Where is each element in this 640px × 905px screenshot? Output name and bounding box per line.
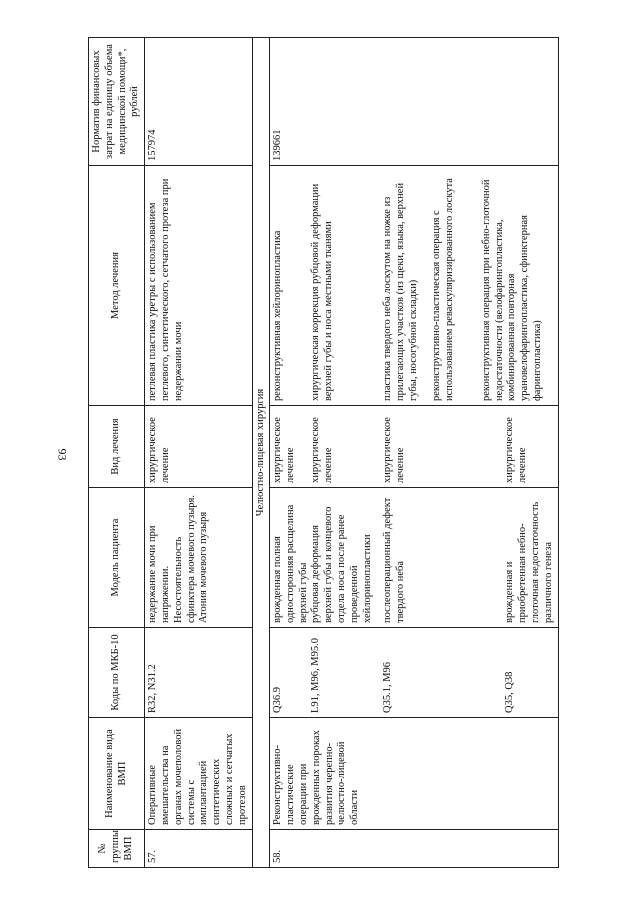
header-icd-codes: Коды по МКБ-10 — [89, 628, 145, 718]
row57-name: Оперативные вмешательства на органах мочеполовой системы с имплантацией синтетических сложных и сетчатых протезов — [145, 718, 252, 830]
table-header-row — [89, 38, 145, 868]
row58-method-cell — [270, 166, 558, 406]
section-title: Челюстно-лицевая хирургия — [252, 38, 270, 868]
row58-sub1-model: врожденная полная односторонняя расщелина верхней губы — [272, 504, 309, 623]
page-number: 93 — [55, 448, 70, 461]
row58-sub2-method: хирургическая коррекция рубцовой деформации верхней губы и носа местными тканями — [310, 183, 335, 401]
row58-sub4-model: врожденная и приобретенная небно-глоточная недостаточность различного генеза — [504, 501, 554, 623]
row58-sub4-type: хирургическое лечение — [504, 417, 529, 483]
header-patient-model: Модель пациента — [89, 488, 145, 628]
row58-model-cell — [270, 488, 558, 628]
row58-sub3-model: послеоперационный дефект твердого неба — [382, 497, 407, 623]
row58-no: 58. — [270, 830, 558, 868]
table-row-58 — [270, 38, 558, 868]
row58-sub1-codes: Q36.9 — [272, 687, 284, 713]
header-treatment-type: Вид лечения — [89, 406, 145, 488]
row58-sub3-codes: Q35.1, M96 — [382, 661, 394, 713]
row58-sub2-model: рубцовая деформация верхней губы и концевого отдела носа после ранее проведенной хейлоринопластики — [310, 506, 373, 623]
row58-sub4-codes: Q35, Q38 — [504, 671, 516, 713]
row58-sub4-method: реконструктивная операция при небно-глоточной недостаточности (велофарингопластика, комбинированная повторная урановелофарингопластика, сфинктерная фарингопластика) — [480, 179, 543, 401]
row58-sub3-method2: реконструктивно-пластическая операция с использованием реваскуляризированного лоскута — [430, 178, 455, 401]
row58-codes-cell — [270, 628, 558, 718]
row58-sub3-method1: пластика твердого неба лоскутом на ножке из прилегающих участков (из щеки, языка, верхней губы, носогубной складки) — [382, 182, 419, 401]
header-treatment-method: Метод лечения — [89, 166, 145, 406]
row57-cost: 157974 — [145, 38, 252, 166]
row58-sub3-type: хирургическое лечение — [382, 417, 407, 483]
section-row — [252, 38, 270, 868]
header-vmp-name: Наименование вида ВМП — [89, 718, 145, 830]
row57-type: хирургическое лечение — [145, 406, 252, 488]
row57-no: 57. — [145, 830, 252, 868]
row58-sub1-method: реконструктивная хейлоринопластика — [272, 230, 284, 401]
row58-sub2-type: хирургическое лечение — [310, 417, 335, 483]
row57-model: недержание мочи при напряжении. Несостоятельность сфинктера мочевого пузыря. Атония мочевого пузыря — [145, 488, 252, 628]
row58-sub1-type: хирургическое лечение — [272, 417, 297, 483]
row57-codes: R32, N31.2 — [145, 628, 252, 718]
row58-sub2-codes: L91, M96, M95.0 — [310, 638, 322, 713]
row57-method: петлевая пластика уретры с использованием петлевого, синтетического, сетчатого протеза при недержании мочи — [145, 166, 252, 406]
header-cost-norm: Норматив финансовых затрат на единицу объема медицинской помощи*, рублей — [89, 38, 145, 166]
row58-name: Реконструктивно-пластические операции при врожденных пороках развития черепно-челюстно-лицевой области — [270, 718, 558, 830]
vmp-table — [88, 37, 559, 868]
row58-cost: 139661 — [270, 38, 558, 166]
row58-type-cell — [270, 406, 558, 488]
header-group-no: № группы ВМП — [89, 830, 145, 868]
table-row-57 — [145, 38, 252, 868]
